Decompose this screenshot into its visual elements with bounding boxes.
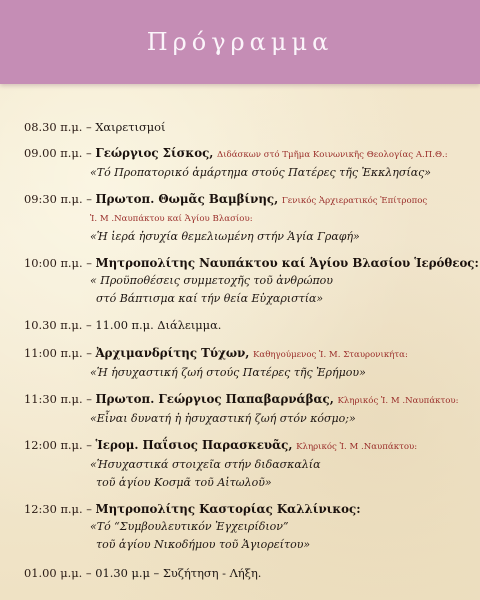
schedule-entry: 01.00 μ.μ. – 01.30 μ.μ – Συζήτηση - Λήξη.: [24, 566, 262, 580]
speaker-name: Μητροπολίτης Ναυπάκτου καί Ἁγίου Βλασίου Ἱερόθεος:: [95, 256, 479, 270]
speaker-role: Γενικός Ἀρχιερατικός Ἐπίτροπος: [281, 196, 428, 206]
schedule-entry: 12:00 π.μ. – Ἱερομ. Παΐσιος Παρασκευᾶς, Κληρικός Ἱ. Μ .Ναυπάκτου: «Ἡσυχαστικά στοιχεῖα στήν διδασκαλία τοῦ ἁγίου Κοσμᾶ τοῦ Αἰτωλοῦ»: [24, 436, 474, 492]
entry-text: 11.00 π.μ. Διάλειμμα.: [95, 318, 222, 332]
entry-time: 10.30 π.μ.: [24, 318, 83, 332]
schedule-entry: 10:00 π.μ. – Μητροπολίτης Ναυπάκτου καί Ἁγίου Βλασίου Ἱερόθεος: « Προϋποθέσεις συμμετοχῆς τοῦ ἀνθρώπου στό Βάπτισμα καί τήν θεία Εὐχαριστία»: [24, 254, 474, 308]
schedule-entry: 09.00 π.μ. – Γεώργιος Σίσκος, Διδάσκων στό Τμῆμα Κοινωνικῆς Θεολογίας Α.Π.Θ.: «Τό Προπατορικό ἁμάρτημα στούς Πατέρες τῆς Ἐκκλησίας»: [24, 144, 474, 182]
entry-time: 09:30 π.μ.: [24, 192, 83, 206]
schedule-entry: 12:30 π.μ. – Μητροπολίτης Καστορίας Καλλίνικος: «Τό “Συμβουλευτικόν Ἐγχειρίδιον” τοῦ ἁγίου Νικοδήμου τοῦ Ἁγιορείτου»: [24, 500, 474, 554]
header-banner: [0, 0, 480, 84]
speaker-name: Ἱερομ. Παΐσιος Παρασκευᾶς,: [95, 438, 293, 452]
speaker-role: Κληρικός Ἱ. Μ .Ναυπάκτου:: [296, 442, 418, 452]
speaker-name: Μητροπολίτης Καστορίας Καλλίνικος:: [95, 502, 361, 516]
entry-time: 08.30 π.μ.: [24, 120, 83, 134]
entry-time: 11:00 π.μ.: [24, 346, 83, 360]
speaker-role-continued: Ἱ. Μ .Ναυπάκτου καί Ἁγίου Βλασίου:: [90, 214, 253, 224]
talk-topic-continued: στό Βάπτισμα καί τήν θεία Εὐχαριστία»: [96, 292, 324, 305]
speaker-name: Ἀρχιμανδρίτης Τύχων,: [95, 346, 250, 360]
speaker-name: Πρωτοπ. Θωμᾶς Βαμβίνης,: [95, 192, 279, 206]
entry-time: 12:00 π.μ.: [24, 438, 83, 452]
talk-topic: «Ἡ ἡσυχαστική ζωή στούς Πατέρες τῆς Ἐρήμου»: [90, 366, 366, 379]
entry-text: Χαιρετισμοί: [95, 120, 166, 134]
talk-topic: «Τό Προπατορικό ἁμάρτημα στούς Πατέρες τῆς Ἐκκλησίας»: [90, 166, 432, 179]
speaker-role: Διδάσκων στό Τμῆμα Κοινωνικῆς Θεολογίας Α.Π.Θ.:: [216, 150, 448, 160]
talk-topic: «Εἶναι δυνατή ἡ ἡσυχαστική ζωή στόν κόσμο;»: [90, 412, 356, 425]
entry-time: 11:30 π.μ.: [24, 392, 83, 406]
entry-time: 09.00 π.μ.: [24, 146, 83, 160]
schedule-entry: 11:30 π.μ. – Πρωτοπ. Γεώργιος Παπαβαρνάβας, Κληρικός Ἱ. Μ .Ναυπάκτου: «Εἶναι δυνατή ἡ ἡσυχαστική ζωή στόν κόσμο;»: [24, 390, 474, 428]
talk-topic: «Ἡσυχαστικά στοιχεῖα στήν διδασκαλία: [90, 458, 321, 471]
talk-topic-continued: τοῦ ἁγίου Νικοδήμου τοῦ Ἁγιορείτου»: [96, 538, 311, 551]
talk-topic: «Τό “Συμβουλευτικόν Ἐγχειρίδιον”: [90, 520, 289, 533]
speaker-name: Γεώργιος Σίσκος,: [95, 146, 214, 160]
speaker-role: Κληρικός Ἱ. Μ .Ναυπάκτου:: [337, 396, 459, 406]
talk-topic: «Ἡ ἱερά ἡσυχία θεμελιωμένη στήν Ἁγία Γραφή»: [90, 230, 360, 243]
speaker-role: Καθηγούμενος Ἱ. Μ. Σταυρονικήτα:: [253, 350, 408, 360]
schedule-entry: 08.30 π.μ. – Χαιρετισμοί: [24, 120, 166, 134]
entry-time: 10:00 π.μ.: [24, 256, 83, 270]
entry-text: 01.30 μ.μ – Συζήτηση - Λήξη.: [95, 566, 262, 580]
talk-topic-continued: τοῦ ἁγίου Κοσμᾶ τοῦ Αἰτωλοῦ»: [96, 476, 272, 489]
schedule-entry: 09:30 π.μ. – Πρωτοπ. Θωμᾶς Βαμβίνης, Γενικός Ἀρχιερατικός Ἐπίτροπος Ἱ. Μ .Ναυπάκτου καί Ἁγίου Βλασίου: «Ἡ ἱερά ἡσυχία θεμελιωμένη στήν Ἁγία Γραφή»: [24, 190, 474, 246]
entry-time: 01.00 μ.μ.: [24, 566, 83, 580]
schedule-list: [24, 118, 479, 590]
schedule-entry: 10.30 π.μ. – 11.00 π.μ. Διάλειμμα.: [24, 318, 222, 332]
speaker-name: Πρωτοπ. Γεώργιος Παπαβαρνάβας,: [95, 392, 334, 406]
schedule-entry: 11:00 π.μ. – Ἀρχιμανδρίτης Τύχων, Καθηγούμενος Ἱ. Μ. Σταυρονικήτα: «Ἡ ἡσυχαστική ζωή στούς Πατέρες τῆς Ἐρήμου»: [24, 344, 474, 382]
entry-time: 12:30 π.μ.: [24, 502, 83, 516]
talk-topic: « Προϋποθέσεις συμμετοχῆς τοῦ ἀνθρώπου: [90, 274, 333, 287]
page-title: Πρόγραμμα: [146, 28, 334, 56]
